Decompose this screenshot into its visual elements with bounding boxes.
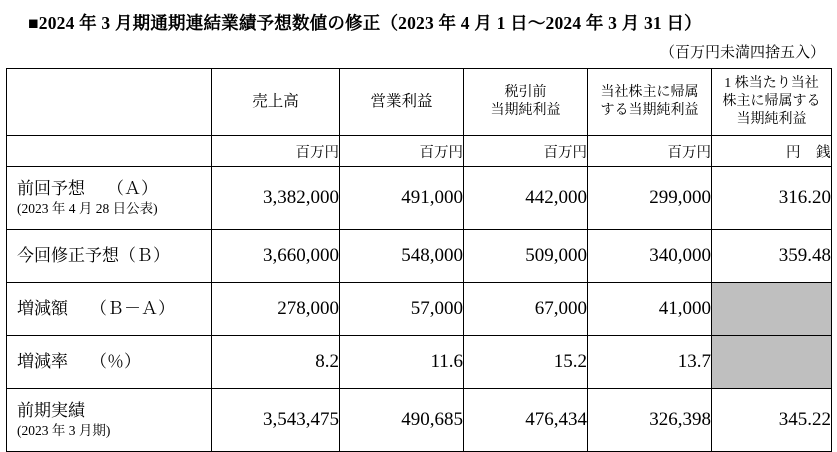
cell-revenue: 3,660,000 (212, 230, 340, 283)
header-eps-line2: 株主に帰属する (722, 93, 821, 109)
row-label-change-rate (7, 336, 212, 389)
header-pretax-line1: 税引前 (504, 84, 547, 100)
table-row (7, 389, 832, 452)
row-label-suffix: （％） (90, 352, 141, 372)
row-label-main: 増減率 (17, 352, 68, 372)
cell-pretax-income: 509,000 (464, 230, 588, 283)
cell-eps: 345.22 (712, 389, 832, 452)
cell-revenue: 278,000 (212, 283, 340, 336)
header-eps-line1: 1 株当たり当社 (724, 75, 819, 91)
cell-pretax-income: 476,434 (464, 389, 588, 452)
cell-pretax-income: 67,000 (464, 283, 588, 336)
cell-eps: 316.20 (712, 167, 832, 230)
units-cell-blank (7, 136, 212, 167)
cell-operating-income: 57,000 (340, 283, 464, 336)
unit-note: （百万円未満四捨五入） (659, 45, 825, 61)
header-net-line1: 当社株主に帰属 (600, 84, 699, 100)
row-label-change-amount (7, 283, 212, 336)
row-label-main: 前回予想 (17, 179, 85, 199)
units-cell-operating-income: 百万円 (340, 136, 464, 167)
financial-forecast-table (6, 68, 832, 452)
cell-net-income: 41,000 (588, 283, 712, 336)
cell-operating-income: 11.6 (340, 336, 464, 389)
row-label-previous-actual (7, 389, 212, 452)
row-label-suffix: （Ｂ－Ａ） (90, 299, 175, 319)
cell-revenue: 3,382,000 (212, 167, 340, 230)
row-label-sub: (2023 年 4 月 28 日公表) (17, 201, 158, 217)
header-cell-net-income-attributable (588, 69, 712, 136)
table-row (7, 283, 832, 336)
cell-net-income: 340,000 (588, 230, 712, 283)
cell-operating-income: 491,000 (340, 167, 464, 230)
cell-eps-shaded (712, 336, 832, 389)
cell-operating-income: 490,685 (340, 389, 464, 452)
row-label-previous-forecast (7, 167, 212, 230)
row-label-revised-forecast (7, 230, 212, 283)
row-label-main: 前期実績 (17, 401, 85, 421)
cell-eps-shaded (712, 283, 832, 336)
header-cell-eps (712, 69, 832, 136)
table-row (7, 336, 832, 389)
table-row (7, 167, 832, 230)
header-eps-line3: 当期純利益 (736, 112, 807, 128)
header-cell-blank (7, 69, 212, 136)
units-cell-revenue: 百万円 (212, 136, 340, 167)
header-cell-pretax-income (464, 69, 588, 136)
cell-net-income: 326,398 (588, 389, 712, 452)
cell-revenue: 3,543,475 (212, 389, 340, 452)
cell-eps: 359.48 (712, 230, 832, 283)
cell-pretax-income: 442,000 (464, 167, 588, 230)
units-cell-net-income: 百万円 (588, 136, 712, 167)
row-label-sub: (2023 年 3 月期) (17, 423, 111, 439)
cell-operating-income: 548,000 (340, 230, 464, 283)
header-cell-revenue: 売上高 (212, 69, 340, 136)
header-pretax-line2: 当期純利益 (490, 103, 561, 118)
units-cell-eps: 円 銭 (712, 136, 832, 167)
header-net-line2: する当期純利益 (600, 103, 699, 118)
cell-revenue: 8.2 (212, 336, 340, 389)
cell-net-income: 13.7 (588, 336, 712, 389)
row-label-main: 今回修正予想（Ｂ） (17, 246, 170, 266)
cell-net-income: 299,000 (588, 167, 712, 230)
row-label-suffix: （Ａ） (107, 179, 158, 199)
table-units-row (7, 136, 832, 167)
cell-pretax-income: 15.2 (464, 336, 588, 389)
units-cell-pretax-income: 百万円 (464, 136, 588, 167)
page-title: ■2024 年 3 月期通期連結業績予想数値の修正（2023 年 4 月 1 日〜2024 年 3 月 31 日） (28, 13, 702, 33)
header-cell-operating-income: 営業利益 (340, 69, 464, 136)
table-header-row (7, 69, 832, 136)
row-label-main: 増減額 (17, 299, 68, 319)
table-row (7, 230, 832, 283)
